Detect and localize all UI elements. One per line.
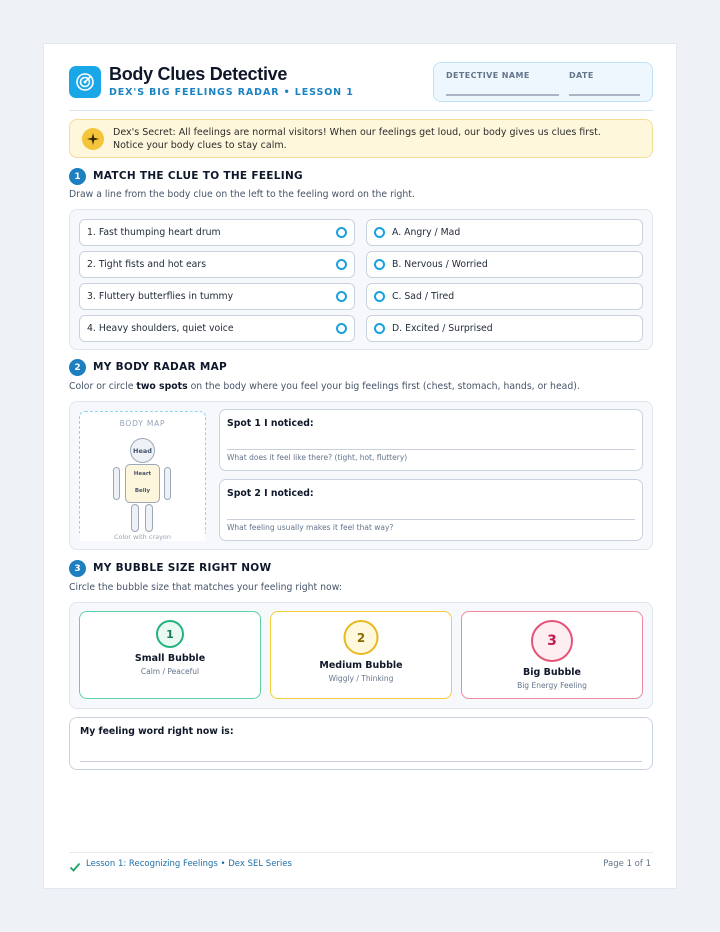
section-2-title: MY BODY RADAR MAP (93, 361, 228, 373)
feeling-word-label: My feeling word right now is: (80, 726, 234, 737)
worksheet-page (43, 43, 677, 889)
feeling-label: D. Excited / Surprised (392, 323, 493, 334)
clue-item[interactable] (79, 219, 355, 246)
section-1-number: 1 (69, 168, 86, 185)
feeling-label: C. Sad / Tired (392, 291, 455, 302)
feeling-item[interactable] (366, 219, 643, 246)
spot-1-box[interactable] (219, 409, 643, 471)
spot-2-writing-line[interactable] (227, 519, 635, 520)
feeling-connect-dot[interactable] (374, 227, 385, 238)
section-2-description: Color or circle two spots on the body where you feel your big feelings first (chest, stomach, hands, or head). (69, 381, 580, 392)
feeling-item[interactable] (366, 251, 643, 278)
section-2-number: 2 (69, 359, 86, 376)
name-date-box (433, 62, 653, 102)
body-left-leg[interactable] (131, 504, 139, 532)
feeling-item[interactable] (366, 283, 643, 310)
clue-item[interactable] (79, 251, 355, 278)
spot-1-writing-line[interactable] (227, 449, 635, 450)
date-label: DATE (569, 71, 594, 80)
detective-name-label: DETECTIVE NAME (446, 71, 530, 80)
feeling-label: A. Angry / Mad (392, 227, 461, 238)
body-right-arm[interactable] (164, 467, 171, 500)
body-head[interactable]: Head (130, 438, 155, 463)
body-right-leg[interactable] (145, 504, 153, 532)
small-bubble-title: Small Bubble (134, 653, 206, 664)
section-3-title: MY BUBBLE SIZE RIGHT NOW (93, 562, 272, 574)
big-bubble-number: 3 (531, 620, 573, 662)
clue-label: 2. Tight fists and hot ears (87, 259, 207, 270)
clue-item[interactable] (79, 315, 355, 342)
clue-connect-dot[interactable] (336, 227, 347, 238)
medium-bubble-sub: Wiggly / Thinking (328, 674, 394, 683)
page-subtitle: DEX'S BIG FEELINGS RADAR • LESSON 1 (109, 87, 354, 98)
radar-logo-icon (69, 66, 101, 98)
secret-callout (69, 119, 653, 158)
medium-bubble-title: Medium Bubble (319, 660, 403, 671)
feeling-connect-dot[interactable] (374, 291, 385, 302)
clue-item[interactable] (79, 283, 355, 310)
spot-2-title: Spot 2 I noticed: (227, 488, 314, 499)
crayon-label: Color with crayon (80, 533, 205, 541)
section-1-title: MATCH THE CLUE TO THE FEELING (93, 170, 303, 182)
heart-label: Heart (133, 471, 152, 477)
feeling-item[interactable] (366, 315, 643, 342)
big-bubble-sub: Big Energy Feeling (517, 681, 587, 690)
section-3-description: Circle the bubble size that matches your feeling right now: (69, 582, 342, 593)
spot-1-title: Spot 1 I noticed: (227, 418, 314, 429)
feeling-connect-dot[interactable] (374, 323, 385, 334)
spot-2-hint: What feeling usually makes it feel that way? (227, 523, 394, 532)
footer-divider (69, 852, 653, 853)
secret-text: Dex's Secret: All feelings are normal visitors! When our feelings get loud, our body gives us clues first. Notice your body clues to stay calm. (113, 127, 601, 151)
belly-label: Belly (134, 488, 151, 494)
body-map-area[interactable] (79, 411, 206, 541)
spot-1-hint: What does it feel like there? (tight, hot, fluttery) (227, 453, 408, 462)
feeling-connect-dot[interactable] (374, 259, 385, 270)
feeling-word-line[interactable] (80, 761, 642, 762)
clue-label: 4. Heavy shoulders, quiet voice (87, 323, 234, 334)
small-bubble-number: 1 (156, 620, 184, 648)
big-bubble-title: Big Bubble (523, 667, 581, 678)
body-map-label: BODY MAP (119, 419, 166, 428)
check-icon (69, 858, 81, 877)
clue-connect-dot[interactable] (336, 291, 347, 302)
section-3-number: 3 (69, 560, 86, 577)
small-bubble-option[interactable] (79, 611, 261, 699)
spot-2-box[interactable] (219, 479, 643, 541)
small-bubble-sub: Calm / Peaceful (140, 667, 200, 676)
clue-label: 1. Fast thumping heart drum (87, 227, 221, 238)
page-title: Body Clues Detective (109, 64, 288, 84)
detective-name-field[interactable] (446, 94, 559, 96)
body-torso[interactable] (125, 464, 160, 503)
clue-label: 3. Fluttery butterflies in tummy (87, 291, 234, 302)
big-bubble-option[interactable] (461, 611, 643, 699)
feeling-word-box[interactable] (69, 717, 653, 770)
footer-page-number: Page 1 of 1 (603, 859, 651, 869)
medium-bubble-number: 2 (344, 620, 379, 655)
date-field[interactable] (569, 94, 640, 96)
clue-connect-dot[interactable] (336, 259, 347, 270)
clue-connect-dot[interactable] (336, 323, 347, 334)
feeling-label: B. Nervous / Worried (392, 259, 488, 270)
sparkle-icon (82, 128, 104, 150)
body-left-arm[interactable] (113, 467, 120, 500)
section-1-description: Draw a line from the body clue on the left to the feeling word on the right. (69, 189, 415, 200)
footer-lesson: Lesson 1: Recognizing Feelings • Dex SEL Series (86, 859, 292, 869)
header-divider (69, 110, 653, 111)
medium-bubble-option[interactable] (270, 611, 452, 699)
